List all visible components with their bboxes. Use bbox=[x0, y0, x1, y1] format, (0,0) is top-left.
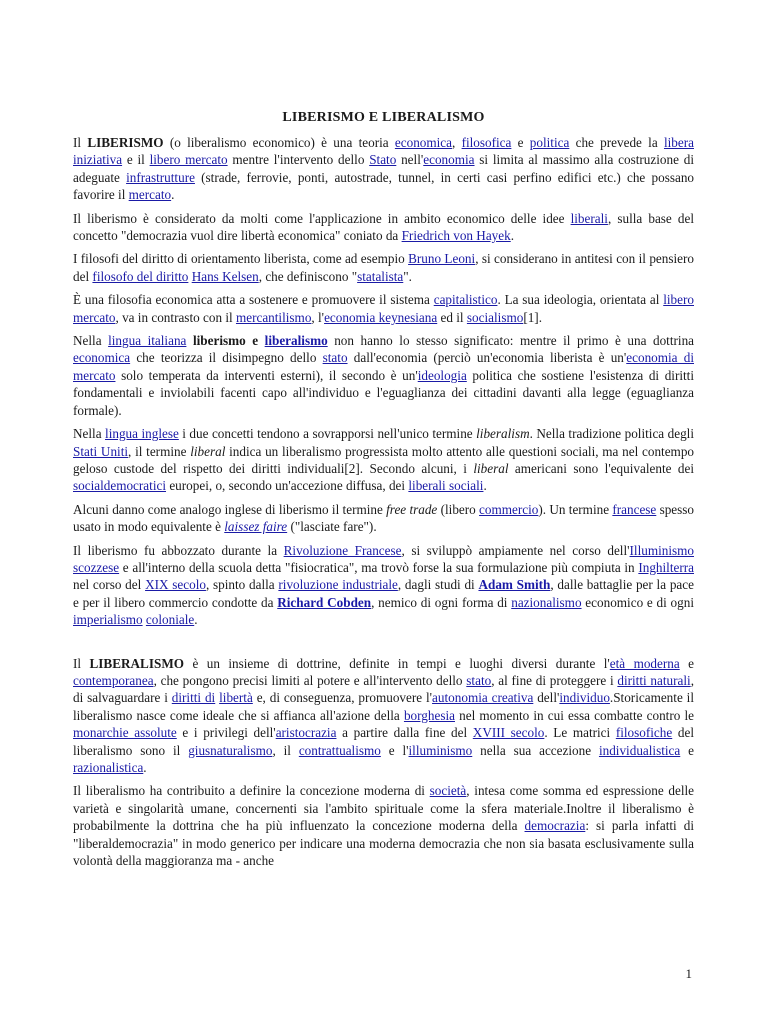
hyperlink[interactable]: libera iniziativa bbox=[73, 135, 694, 168]
text-run: Il liberalismo ha contribuito a definire la concezione moderna di bbox=[73, 783, 430, 799]
hyperlink[interactable]: libero mercato bbox=[73, 292, 694, 325]
text-run: , dagli studi di bbox=[397, 577, 479, 593]
hyperlink[interactable]: socialismo bbox=[466, 309, 524, 325]
hyperlink[interactable]: politica bbox=[529, 135, 570, 150]
text-run: , il termine bbox=[128, 443, 191, 459]
document-page bbox=[73, 110, 694, 875]
text-run: . La sua ideologia, orientata al bbox=[497, 292, 664, 308]
text-run: , intesa come somma ed espressione delle varietà e singolarità umane, concernenti sia l'ambito spirituale come la sfera materiale.Inoltre il liberalismo è probabilmente la dottrina che ha più influenzato la concezione moderna della bbox=[73, 783, 695, 834]
paragraph-liberismo-definition bbox=[73, 134, 694, 204]
text-run: politica che sostiene l'esistenza di diritti fondamentali e inviolabili facenti capo all'individuo e l'eguaglianza dei cittadini davanti alla legge (eguaglianza formale). bbox=[73, 367, 694, 418]
hyperlink[interactable]: lingua inglese bbox=[105, 426, 179, 442]
text-run: [1]. bbox=[523, 309, 542, 325]
hyperlink[interactable]: commercio bbox=[479, 501, 539, 517]
hyperlink[interactable]: Bruno Leoni bbox=[408, 251, 476, 267]
hyperlink[interactable]: liberali sociali bbox=[408, 478, 484, 494]
hyperlink[interactable]: capitalistico bbox=[433, 292, 498, 308]
document-title: LIBERISMO E LIBERALISMO bbox=[282, 110, 485, 125]
paragraph-lingua-inglese bbox=[73, 425, 694, 495]
text-run: spesso usato in modo equivalente è bbox=[73, 501, 695, 535]
text-run: , di salvaguardare i bbox=[73, 672, 694, 706]
hyperlink[interactable]: diritti naturali bbox=[617, 672, 691, 688]
text-run: Nella bbox=[73, 333, 109, 349]
text-run: nel corso del bbox=[73, 577, 146, 593]
hyperlink[interactable]: francese bbox=[612, 501, 657, 517]
hyperlink[interactable]: razionalistica bbox=[73, 760, 144, 775]
italic-term: free trade bbox=[386, 501, 438, 517]
text-run: Nella bbox=[73, 426, 106, 442]
text-run: , che definiscono " bbox=[258, 268, 358, 284]
text-run: e bbox=[679, 655, 694, 671]
hyperlink[interactable]: XIX secolo bbox=[145, 577, 206, 593]
hyperlink[interactable]: imperialismo bbox=[73, 612, 143, 628]
text-run: non hanno lo stesso significato: mentre il primo è una dottrina bbox=[327, 333, 695, 349]
text-run: e l' bbox=[380, 742, 409, 758]
hyperlink[interactable]: statalista bbox=[357, 268, 404, 284]
bold-term: liberismo bbox=[192, 333, 246, 349]
text-run: Il liberismo è considerato da molti come l'applicazione in ambito economico delle idee bbox=[73, 210, 571, 226]
bold-hyperlink[interactable]: Richard Cobden bbox=[277, 594, 372, 610]
paragraph-liberalismo-definition bbox=[73, 655, 694, 777]
text-run: nel momento in cui essa combatte contro le bbox=[454, 707, 694, 723]
hyperlink[interactable]: diritti di bbox=[171, 690, 216, 706]
text-run: Il bbox=[73, 135, 88, 150]
text-run: e bbox=[511, 135, 530, 150]
text-run: . bbox=[194, 612, 198, 628]
text-run: , bbox=[452, 135, 462, 150]
text-run: , va in contrasto con il bbox=[115, 309, 236, 325]
hyperlink[interactable]: giusnaturalismo bbox=[188, 742, 273, 758]
hyperlink[interactable]: ideologia bbox=[417, 367, 467, 383]
hyperlink[interactable]: Stati Uniti bbox=[73, 443, 129, 459]
hyperlink[interactable]: Hans Kelsen bbox=[191, 268, 259, 284]
text-run: economico e di ogni bbox=[581, 594, 694, 610]
hyperlink[interactable]: economia di mercato bbox=[73, 350, 694, 383]
hyperlink[interactable]: individuo bbox=[559, 690, 610, 706]
text-run: , spinto dalla bbox=[205, 577, 279, 593]
paragraph-filosofi-diritto bbox=[73, 250, 694, 285]
hyperlink[interactable]: libertà bbox=[219, 690, 253, 706]
hyperlink[interactable]: Stato bbox=[369, 152, 397, 168]
italic-term: liberal bbox=[190, 443, 226, 459]
text-run: , sulla base del concetto "democrazia vuol dire libertà economica" coniato da bbox=[73, 210, 694, 244]
text-run: dall'economia (perciò un'economia liberista è un' bbox=[347, 350, 627, 366]
hyperlink[interactable]: nazionalismo bbox=[511, 594, 582, 610]
hyperlink[interactable]: Friedrich von Hayek bbox=[401, 228, 511, 244]
text-run: Il liberismo fu abbozzato durante la bbox=[73, 542, 284, 558]
hyperlink[interactable]: lingua italiana bbox=[108, 333, 187, 349]
text-run: . bbox=[171, 187, 175, 203]
paragraph-storia-liberismo bbox=[73, 542, 694, 629]
text-run: Il bbox=[73, 655, 90, 671]
text-run: e bbox=[680, 742, 694, 758]
text-run: È una filosofia economica atta a sostenere e promuovere il sistema bbox=[73, 292, 434, 308]
hyperlink[interactable]: filosofica bbox=[461, 135, 512, 150]
text-run: (strade, ferrovie, ponti, autostrade, tunnel, in certi casi perfino edifici etc.) che possano favorire il bbox=[73, 169, 695, 203]
page-number: 1 bbox=[685, 966, 692, 981]
text-run: indica un liberalismo progressista molto attento alle questioni sociali, ma nel contempo geloso custode del rispetto dei diritti individuali[2]. Secondo alcuni, i bbox=[73, 443, 695, 476]
text-run: e, di conseguenza, promuovere l' bbox=[252, 690, 433, 706]
text-run: (o liberalismo economico) è una teoria bbox=[163, 135, 395, 150]
text-run: .Storicamente il liberalismo nasce come ideale che si affianca all'azione della bbox=[73, 690, 695, 723]
hyperlink[interactable]: Rivoluzione Francese bbox=[283, 542, 402, 558]
paragraph-free-trade bbox=[73, 501, 694, 536]
text-run: europei, o, secondo un'accezione diffusa, dei bbox=[166, 478, 409, 494]
bold-term: e bbox=[252, 333, 259, 349]
hyperlink[interactable]: Inghilterra bbox=[638, 559, 694, 575]
text-run: , l' bbox=[311, 309, 325, 325]
text-run: e all'interno della scuola detta "fisiocratica", ma trovò forse la sua formulazione più compiuta in bbox=[119, 559, 639, 575]
hyperlink[interactable]: economica bbox=[73, 350, 131, 366]
paragraph-liberalismo-democrazia bbox=[73, 782, 694, 869]
text-run: : si parla infatti di "liberaldemocrazia" in modo generico per indicare una moderna democrazia che non sia basata esclusivamente sulla volontà della maggioranza ma - anche bbox=[73, 818, 694, 869]
text-run: è un insieme di dottrine, definite in tempi e luoghi diversi durante l' bbox=[184, 655, 610, 671]
text-run: nell' bbox=[396, 152, 424, 168]
paragraph-liberismo-hayek bbox=[73, 210, 694, 245]
text-run: e i privilegi dell' bbox=[176, 725, 276, 741]
hyperlink[interactable]: stato bbox=[322, 350, 348, 366]
text-run: solo temperata da interventi esterni), il secondo è un' bbox=[115, 367, 418, 383]
hyperlink[interactable]: stato bbox=[466, 672, 492, 688]
text-run: , che pongono precisi limiti al potere e all'intervento dello bbox=[153, 672, 467, 688]
text-run: ("lasciate fare"). bbox=[287, 519, 377, 535]
text-run: i due concetti tendono a sovrapporsi nell'unico termine bbox=[178, 426, 477, 442]
hyperlink[interactable]: borghesia bbox=[403, 707, 455, 723]
italic-term: liberalism bbox=[476, 426, 530, 442]
italic-term: liberal bbox=[473, 460, 509, 476]
hyperlink[interactable]: età moderna bbox=[609, 655, 680, 671]
hyperlink[interactable]: economia bbox=[423, 152, 475, 168]
hyperlink[interactable]: contrattualismo bbox=[298, 742, 381, 758]
text-run: che prevede la bbox=[569, 135, 664, 150]
text-run: . bbox=[510, 228, 515, 244]
italic-hyperlink[interactable]: laissez faire bbox=[224, 519, 288, 535]
hyperlink[interactable]: democrazia bbox=[524, 818, 586, 834]
text-run: . bbox=[143, 760, 147, 775]
hyperlink[interactable]: filosofo del diritto bbox=[92, 268, 189, 284]
text-run: ". bbox=[403, 268, 412, 284]
hyperlink[interactable]: mercato bbox=[128, 187, 172, 203]
hyperlink[interactable]: mercantilismo bbox=[235, 309, 312, 325]
hyperlink[interactable]: Illuminismo bbox=[629, 542, 694, 558]
hyperlink[interactable]: socialdemocratici bbox=[73, 478, 167, 494]
text-run: del liberalismo sono il bbox=[73, 725, 694, 758]
paragraph-filosofia-economica bbox=[73, 291, 694, 326]
hyperlink[interactable]: coloniale bbox=[145, 612, 195, 628]
hyperlink[interactable]: società bbox=[429, 783, 467, 799]
hyperlink[interactable]: rivoluzione industriale bbox=[278, 577, 398, 593]
hyperlink[interactable]: libero mercato bbox=[149, 152, 228, 168]
text-run: , al fine di proteggere i bbox=[491, 672, 618, 688]
hyperlink[interactable]: liberali bbox=[570, 210, 608, 226]
hyperlink[interactable]: filosofiche bbox=[615, 725, 673, 741]
bold-hyperlink[interactable]: Adam Smith bbox=[478, 577, 551, 593]
text-run: a partire dalla fine del bbox=[336, 725, 473, 741]
hyperlink[interactable]: economia keynesiana bbox=[324, 309, 438, 325]
paragraph-lingua-italiana bbox=[73, 332, 694, 419]
text-run: e il bbox=[122, 152, 150, 168]
text-run: . Nella tradizione politica degli bbox=[529, 426, 694, 442]
hyperlink[interactable]: illuminismo bbox=[408, 742, 473, 758]
hyperlink[interactable]: monarchie assolute bbox=[73, 725, 177, 741]
text-run: . bbox=[483, 478, 487, 494]
text-run: americani sono l'equivalente dei bbox=[508, 460, 694, 476]
text-run: si limita al massimo alla costruzione di adeguate bbox=[73, 152, 694, 185]
bold-hyperlink[interactable]: liberalismo bbox=[264, 333, 328, 349]
text-run: nella sua accezione bbox=[472, 742, 599, 758]
text-run: Alcuni danno come analogo inglese di liberismo il termine bbox=[73, 501, 387, 517]
text-run: che teorizza il disimpegno dello bbox=[130, 350, 323, 366]
text-run: ed il bbox=[437, 309, 467, 325]
text-run: ). Un termine bbox=[538, 501, 613, 517]
hyperlink[interactable]: XVIII secolo bbox=[472, 725, 545, 741]
text-run: , dalle battaglie per la pace e per il libero commercio condotte da bbox=[73, 577, 694, 610]
hyperlink[interactable]: scozzese bbox=[73, 559, 120, 575]
hyperlink[interactable]: economica bbox=[394, 135, 453, 150]
bold-term: LIBERISMO bbox=[87, 135, 164, 150]
hyperlink[interactable]: individualistica bbox=[598, 742, 681, 758]
hyperlink[interactable]: autonomia creativa bbox=[432, 690, 534, 706]
text-run: , il bbox=[272, 742, 299, 758]
text-run: , si considerano in antitesi con il pensiero del bbox=[73, 251, 694, 284]
text-run: (libero bbox=[437, 501, 480, 517]
hyperlink[interactable]: aristocrazia bbox=[275, 725, 337, 741]
bold-term: LIBERALISMO bbox=[89, 655, 185, 671]
text-run: dell' bbox=[533, 690, 560, 706]
hyperlink[interactable]: contemporanea bbox=[73, 672, 154, 688]
hyperlink[interactable]: infrastrutture bbox=[126, 169, 195, 185]
text-run: , si sviluppò ampiamente nel corso dell' bbox=[401, 542, 630, 558]
text-run: mentre l'intervento dello bbox=[227, 152, 370, 168]
text-run: . Le matrici bbox=[544, 725, 616, 741]
text-run: I filosofi del diritto di orientamento liberista, come ad esempio bbox=[73, 251, 409, 267]
text-run: , nemico di ogni forma di bbox=[371, 594, 512, 610]
